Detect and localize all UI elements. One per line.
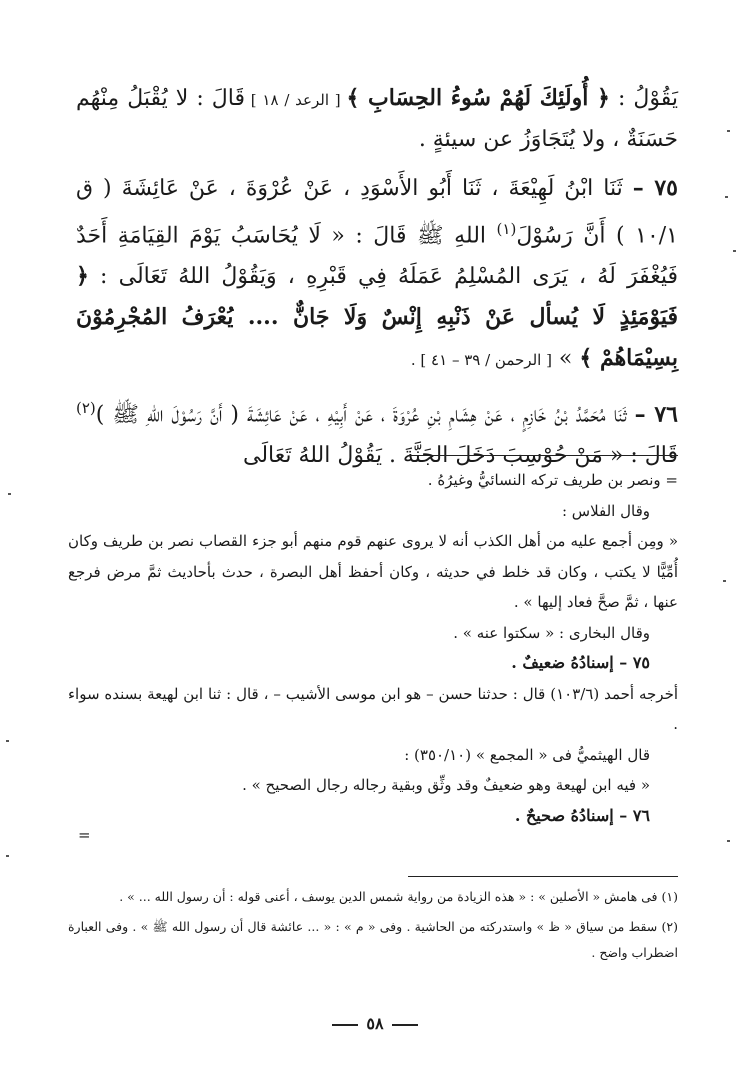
ref-rahman: [ الرحمن / ٣٩ – ٤١ ] . bbox=[410, 351, 552, 370]
page-number-value: ٥٨ bbox=[366, 1014, 384, 1033]
ref-raad: [ الرعد / ١٨ ] bbox=[244, 91, 347, 109]
quran-quote-raad: ﴿ أُولَئِكَ لَهُمْ سُوءُ الحِسَابِ ﴾ bbox=[346, 85, 610, 111]
hadith-75-close: » bbox=[551, 346, 580, 372]
commentary-line: أخرجه أحمد (١٠٣/٦) قال : حدثنا حسن – هو ابن موسى الأشيب – ، قال : ثنا ابن لهيعة بسنده سواء . bbox=[68, 684, 679, 733]
commentary-line: قال الهيثميُّ فى « المجمع » (٣٥٠/١٠) : bbox=[404, 745, 650, 764]
paragraph-intro bbox=[76, 78, 678, 160]
hadith-76-text: قَالَ : « مَنْ حُوْسِبَ دَخَلَ الجَنَّةَ . يَقُوْلُ اللهُ تَعَالَى bbox=[242, 442, 678, 468]
scan-speck bbox=[727, 130, 730, 132]
commentary-line: = ونصر بن طريف تركه النسائيُّ وغيرُهُ . bbox=[427, 471, 678, 489]
scan-speck bbox=[725, 196, 728, 198]
commentary bbox=[68, 465, 678, 831]
scan-speck bbox=[733, 250, 736, 252]
footnote-2: (٢) سقط من سياق « ظ » واستدركته من الحاشية . وفى « م » : « ... عائشة قال أن رسول الله ﷺ » . وفى العبارة اضطراب واضح . bbox=[68, 919, 678, 960]
quran-quote-rahman: ﴿ فَيَوْمَئِذٍ لَا يُسأل عَنْ ذَنْبِهِ إِنْسٌ وَلَا جَانٌّ .... يُعْرَفُ المُجْرِمُوْنَ بِسِيْمَاهُمْ ﴾ bbox=[76, 263, 678, 372]
hadith-76-number: ٧٦ – bbox=[634, 401, 678, 428]
scan-speck bbox=[6, 740, 9, 742]
hadith-75-chain: ثَنَا ابْنُ لَهِيْعَةَ ، ثَنَا أَبُو الأَسْوَدِ ، عَنْ عُرْوَةَ ، عَنْ عَائِشَةَ ( ق ١٠/١ ) أَنَّ رَسُوْلَ bbox=[76, 176, 678, 249]
scan-speck bbox=[8, 493, 11, 495]
intro-lead: يَقُوْلُ : bbox=[609, 86, 678, 111]
page-number-dash bbox=[332, 1024, 358, 1026]
commentary-line: « فيه ابن لهيعة وهو ضعيفٌ وقد وثِّق وبقية رجاله رجال الصحيح » . bbox=[242, 776, 650, 794]
intro-rest: قَالَ : لا يُقْبَلُ مِنْهُم حَسَنَةٌ ، ولا يُتَجَاوَزُ عن سيئةٍ . bbox=[76, 86, 678, 152]
commentary-quote: « ومِن أجمع عليه من أهل الكذب أنه لا يروى عنهم قوم منهم أبو جزء القصاب نصر بن طريف وكان أُمِّيًّا لا يكتب ، وكان قد خلط في حديثه ، وكان أحفظ أهل البصرة ، حدث بأحاديث ثمَّ مرض فرجع عنها ، ثمَّ صحَّ فعاد إليها » . bbox=[68, 532, 678, 611]
scan-speck bbox=[6, 855, 9, 857]
hadith-76-chain: ثَنَا مُحَمَّدُ بْنُ خَازِمٍ ، عَنْ هِشَامِ بْنِ عُرْوَةَ ، عَنْ أَبِيْهِ ، عَنْ عَائِشَةَ ( أَنَّ رَسُوْلَ اللهِ ﷺ ) bbox=[95, 402, 635, 428]
footnote-separator bbox=[408, 876, 678, 877]
page-number-dash bbox=[392, 1024, 418, 1026]
continuation-mark: = bbox=[78, 826, 91, 844]
grading-76-text: ٧٦ – إسنادُهُ صحيحٌ . bbox=[514, 805, 650, 825]
footnote-marker-1: (١) bbox=[496, 220, 517, 238]
hadith-75-text: اللهِ ﷺ قَالَ : « لَا يُحَاسَبُ يَوْمَ القِيَامَةِ أَحَدٌ فَيُغْفَرَ لَهُ ، يَرَى المُسْلِمُ عَمَلَهُ فِي قَبْرِهِ ، وَيَقُوْلُ اللهُ تَعَالَى : bbox=[76, 223, 678, 290]
footnotes bbox=[68, 884, 678, 970]
main-text bbox=[76, 78, 678, 484]
footnote-marker-2: (٢) bbox=[76, 399, 96, 418]
hadith-75 bbox=[76, 168, 678, 380]
scan-speck bbox=[723, 580, 726, 582]
grading-75: ٧٥ – إسنادُهُ ضعيفٌ . bbox=[511, 653, 650, 672]
commentary-separator bbox=[408, 455, 678, 456]
scan-speck bbox=[727, 840, 730, 842]
commentary-line: وقال البخارى : « سكتوا عنه » . bbox=[453, 623, 650, 642]
footnote-1: (١) فى هامش « الأصلين » : « هذه الزيادة من رواية شمس الدين يوسف ، أعنى قوله : أن رسول الله ... » . bbox=[119, 889, 678, 904]
page-number bbox=[0, 1014, 750, 1033]
commentary-line: وقال الفلاس : bbox=[561, 501, 650, 520]
hadith-75-number: ٧٥ – bbox=[632, 175, 678, 201]
hadith-76 bbox=[76, 388, 678, 475]
grading-76 bbox=[68, 801, 678, 832]
